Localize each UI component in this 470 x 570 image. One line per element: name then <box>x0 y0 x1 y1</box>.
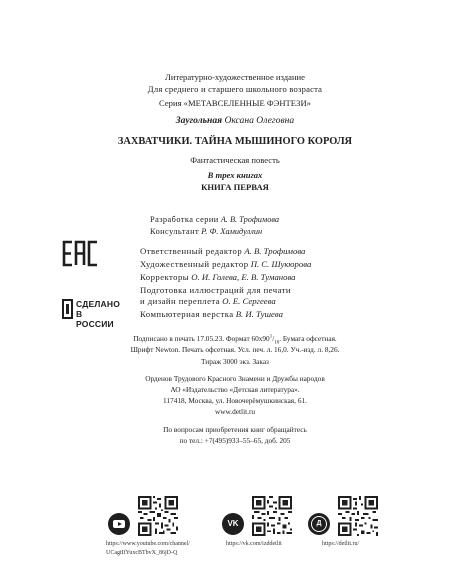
vk-url[interactable]: https://vk.com/izddetlit <box>226 541 282 547</box>
book-title: ЗАХВАТЧИКИ. ТАЙНА МЫШИНОГО КОРОЛЯ <box>117 136 353 147</box>
youtube-qr-code <box>138 496 178 536</box>
credit-illustrations: Подготовка иллюстраций для печати <box>140 285 292 295</box>
detlit-site-qr-code <box>338 496 378 536</box>
credit-chief-editor: Ответственный редактор А. В. Трофимова <box>140 246 306 256</box>
youtube-icon[interactable] <box>108 513 130 535</box>
publisher-line-2: АО «Издательство «Детская литература». <box>170 385 300 394</box>
print-info-line-2: Шрифт Newton. Печать офсетная. Усл. печ. л. 16,0. Уч.-изд. л. 8,26. <box>130 345 340 354</box>
credit-art-editor: Художественный редактор П. С. Шукюрова <box>140 259 312 269</box>
genre: Фантастическая повесть <box>190 155 280 165</box>
vk-icon[interactable]: VK <box>222 513 244 535</box>
age-group: Для среднего и старшего школьного возраста <box>147 84 323 94</box>
made-in-russia-mark <box>62 299 73 319</box>
author <box>0 115 470 126</box>
youtube-url-1[interactable]: https://www.youtube.com/channel/ <box>106 541 190 547</box>
vk-qr-code <box>252 496 292 536</box>
detlit-site-icon[interactable]: Д <box>308 513 330 535</box>
publisher-line-1: Орденов Трудового Красного Знамени и Дружбы народов <box>145 374 325 383</box>
made-in-russia-text-1: СДЕЛАНО <box>76 299 121 309</box>
book-number: КНИГА ПЕРВАЯ <box>201 182 269 192</box>
author-surname: Заугольная <box>175 115 223 126</box>
volumes: В трех книгах <box>207 170 263 180</box>
author-given: Оксана Олеговна <box>224 115 295 126</box>
made-in-russia-logo <box>62 297 121 329</box>
made-in-russia-text-2: В РОССИИ <box>76 309 114 329</box>
print-info-line-3: Тираж 3000 экз. Заказ <box>201 357 269 366</box>
orders-line-1: По вопросам приобретения книг обращайтесь <box>163 425 307 434</box>
credit-layout: Компьютерная верстка В. И. Тушева <box>140 309 283 319</box>
print-info-line-1: Подписано в печать 17.05.23. Формат $60х90^1/_{16}$. Бумага офсетная. <box>133 334 337 346</box>
detlit-site-url[interactable]: https://detlit.ru/ <box>322 541 360 547</box>
youtube-url-2[interactable]: UCagtIfYuxcBTbvX_86jD-Q <box>106 550 178 556</box>
eac-logo <box>62 240 100 267</box>
publisher-line-3: 117418, Москва, ул. Новочерёмушкинская, 61. <box>163 396 307 405</box>
credit-proofreaders: Корректоры О. И. Голева, Е. В. Туманова <box>140 272 296 282</box>
credit-consultant: Консультант Р. Ф. Хамидуллин <box>150 227 263 236</box>
series-line: Серия «МЕТАВСЕЛЕННЫЕ ФЭНТЕЗИ» <box>159 98 311 108</box>
credit-series-dev: Разработка серии А. В. Трофимова <box>150 215 280 224</box>
publisher-website[interactable]: www.detlit.ru <box>214 407 256 416</box>
credit-cover-design: и дизайн переплета О. Е. Сергеева <box>140 296 276 306</box>
edition-type: Литературно-художественное издание <box>165 72 305 82</box>
orders-phone: по тел.: +7(495)933–55–65, доб. 205 <box>179 436 291 445</box>
